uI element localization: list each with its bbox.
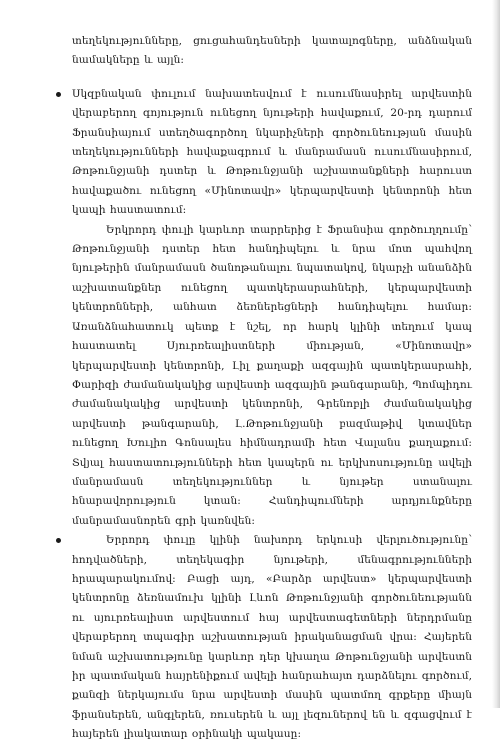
list-item-text: Սկզբնական փուլում նախատեսվում է ուսումնասիրել արվեստին վերաբերող գոյություն ունեցող նյութերի հավաքում, 20-րդ դարում Ֆրանսիայում ստեղծագործող նկարիչների գործունեության մասին տեղեկությունների հավաքագրում և մանրամասն ուսումնասիրում, Թոթունջյանի դստեր և Թոթունջյանի աշխատանքների հարուստ հավաքածու ունեցող «Մինոտավր» կերպարվեստի կենտրոնի հետ կապի հաստատում:: [72, 87, 472, 217]
bullet-icon: [56, 538, 61, 543]
list-item: [72, 221, 472, 532]
continuation-paragraph: տեղեկությունները, ցուցահանդեսների կատալոգները, անձնական նամակները և այլն:: [72, 35, 472, 67]
list-item: [72, 531, 472, 744]
bullet-icon: [56, 92, 61, 97]
scan-edge-shadow: [492, 0, 500, 708]
list-item: [72, 85, 472, 221]
list-item-text: Երրորդ փուլը կլինի նախորդ երկուսի վերլուծությունը՝ հոդվածների, տեղեկագիր նյութերի, մենագրությունների հրապարակումով: Բացի այդ, «Բարձր արվեստ» կերպարվեստի կենտրոնը ձեռնամուխ կլինի Լևոն Թոթունջյանի գործունեությանն ու սյուրռեալիստ արվեստում հայ արվեստագետների ներդրմանը վերաբերող տպագիր աշխատության իրականացման վրա: Հայերեն նման աշխատությունը կարևոր դեր կխաղա Թոթունջյանի արվեստն իր պատմական հայրենիքում ավելի հանրահայտ դարձնելու գործում, քանզի ներկայումս նրա արվեստի մասին պատմող գրքերը միայն ֆրանսերեն, անգլերեն, ռուսերեն և այլ լեզուներով են և զգացվում է հայերեն լիակատար օրինակի պակասը:: [72, 534, 472, 741]
list-item-text: Երկրորդ փուլի կարևոր տարրերից է Ֆրանսիա գործուղղումը՝ Թոթունջյանի դստեր հետ հանդիպելու և նրա մոտ պահվող նյութերին մանրամասն ծանոթանալու նպատակով, նկարչի անանձին աշխատանքներ ունեցող պատկերասրահների, կերպարվեստի կենտրոնների, անհատ ձեռներեցների հանդիպելու համար: Առանձնահատուկ պետք է նշել, որ հարկ կլինի տեղում կապ հաստատել Սյուրռեալիստների միության, «Մինոտավր» կերպարվեստի կենտրոնի, Լիլ քաղաքի ազգային պատկերասրահի, Փարիզի ժամանակակից արվեստի ազգային թանգարանի, Պոմպիդու ժամանակակից արվեստի կենտրոնի, Գրենոբլի ժամանակակից արվեստի թանգարանի, Լ.Թոթունջյանի բազմաթիվ կտավներ ունեցող Խուլիո Գոնսալես հիմնադրամի հետ Վալանս քաղաքում: Տվյալ հաստատությունների հետ կապերն ու երկխոսությունը ավելի մանրամասն տեղեկություններ և նյութեր ստանալու հնարավորություն կտան: Հանդիպումների արդյունքները մանրամասնորեն գրի կառնվեն:: [72, 223, 472, 527]
